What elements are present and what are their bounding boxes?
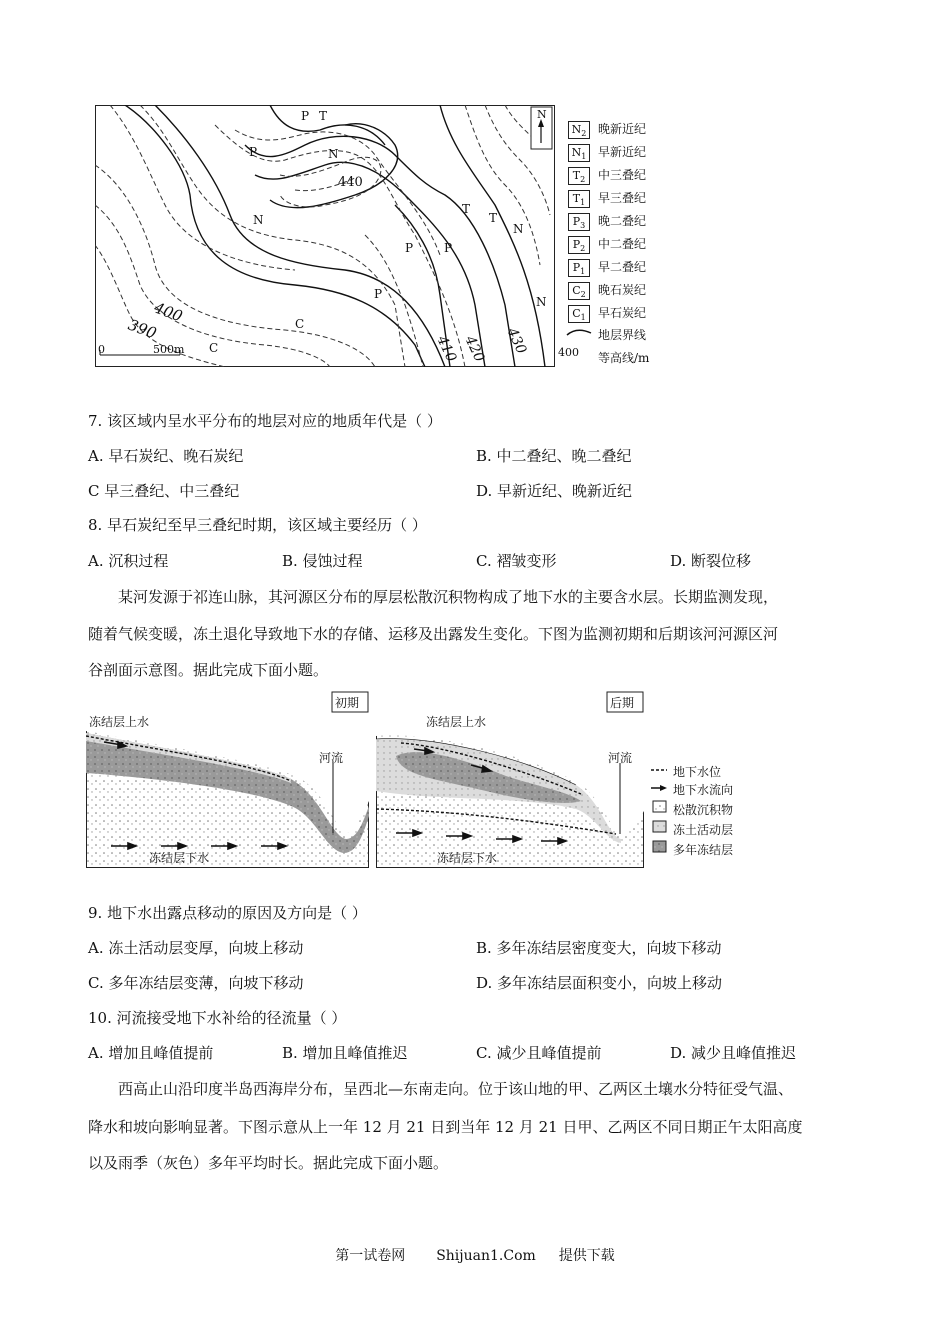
legend-code-letter: C <box>572 307 581 320</box>
legend-code-subscript: 1 <box>580 198 586 208</box>
map-label-n-far: N <box>536 295 547 309</box>
profile-late-river-label: 河流 <box>608 751 633 765</box>
q9-option-d: D. 多年冻结层面积变小，向坡上移动 <box>476 974 723 992</box>
q9-stem: 9. 地下水出露点移动的原因及方向是（ ） <box>88 904 367 922</box>
q8-option-b: B. 侵蚀过程 <box>282 552 363 570</box>
map-label-n-left: N <box>253 213 264 227</box>
profile-early-river-label: 河流 <box>319 751 344 765</box>
q9-option-a: A. 冻土活动层变厚，向坡上移动 <box>88 939 304 957</box>
legend-code-letter: C <box>572 284 581 297</box>
profile-late-tag: 后期 <box>610 696 635 710</box>
profile-legend-symbols <box>650 764 670 856</box>
legend-code-p3 <box>568 213 590 231</box>
map-scale-zero: 0 <box>98 343 105 356</box>
profile-late <box>376 691 644 868</box>
legend-boundary-label: 地层界线 <box>598 328 647 342</box>
q10-option-a: A. 增加且峰值提前 <box>88 1044 214 1062</box>
legend-code-subscript: 3 <box>580 221 586 231</box>
map-label-p: P <box>301 109 310 123</box>
profile-legend-permafrost: 多年冻结层 <box>673 843 734 857</box>
legend-era-label: 早二叠纪 <box>598 260 647 274</box>
map-label-440: 440 <box>338 175 363 190</box>
legend-code-n1 <box>568 144 590 162</box>
legend-code-subscript: 1 <box>580 313 586 323</box>
map-label-p1: P <box>374 287 383 301</box>
legend-code-subscript: 2 <box>581 129 587 139</box>
q8-option-d: D. 断裂位移 <box>670 552 752 570</box>
q7-option-a: A. 早石炭纪、晚石炭纪 <box>88 447 244 465</box>
profile-early <box>86 691 369 868</box>
legend-code-p1 <box>568 259 590 277</box>
q7-option-b: B. 中二叠纪、晚二叠纪 <box>476 447 632 465</box>
legend-era-label: 早石炭纪 <box>598 306 647 320</box>
legend-code-subscript: 1 <box>581 152 587 162</box>
legend-contour-label: 等高线/m <box>598 351 650 365</box>
passage1-line2: 随着气候变暖，冻土退化导致地下水的存储、运移及出露发生变化。下图为监测初期和后期该河河源区河 <box>88 625 779 643</box>
q10-option-d: D. 减少且峰值推迟 <box>670 1044 797 1062</box>
q9-option-b: B. 多年冻结层密度变大，向坡下移动 <box>476 939 722 957</box>
legend-code-n2 <box>568 121 590 139</box>
north-label: N <box>537 108 547 121</box>
legend-era-label: 早三叠纪 <box>598 191 647 205</box>
q7-option-d: D. 早新近纪、晚新近纪 <box>476 482 633 500</box>
profile-early-below-label: 冻结层下水 <box>149 851 210 865</box>
map-label-c2: C <box>295 317 305 331</box>
profile-early-tag: 初期 <box>335 696 360 710</box>
map-contour-430: 430 <box>503 325 530 357</box>
legend-code-subscript: 1 <box>580 267 586 277</box>
passage2-line1: 西高止山沿印度半岛西海岸分布，呈西北—东南走向。位于该山地的甲、乙两区土壤水分特征受气温、 <box>118 1080 794 1098</box>
profile-legend-flow: 地下水流向 <box>673 783 734 797</box>
legend-code-subscript: 2 <box>580 175 586 185</box>
q8-option-c: C. 褶皱变形 <box>476 552 557 570</box>
legend-boundary-line <box>566 327 592 339</box>
map-contour-390: 390 <box>125 315 159 343</box>
legend-code-p2 <box>568 236 590 254</box>
map-scale-label: 500m <box>153 343 185 356</box>
legend-contour-value: 400 <box>558 346 579 359</box>
q10-option-c: C. 减少且峰值提前 <box>476 1044 602 1062</box>
legend-code-letter: T <box>572 192 581 205</box>
legend-code-c2 <box>568 282 590 300</box>
map-label-t-right: T <box>489 211 498 225</box>
legend-code-letter: T <box>572 169 581 182</box>
profile-early-above-label: 冻结层上水 <box>89 715 150 729</box>
q10-option-b: B. 增加且峰值推迟 <box>282 1044 408 1062</box>
q8-stem: 8. 早石炭纪至早三叠纪时期，该区域主要经历（ ） <box>88 516 427 534</box>
passage1-line3: 谷剖面示意图。据此完成下面小题。 <box>88 661 329 679</box>
map-label-p-upper: P <box>249 145 258 159</box>
legend-era-label: 中三叠纪 <box>598 168 647 182</box>
passage1-line1: 某河发源于祁连山脉，其河源区分布的厚层松散沉积物构成了地下水的主要含水层。长期监测发现， <box>118 588 779 606</box>
map-contour-420: 420 <box>461 333 488 365</box>
map-contour-410: 410 <box>433 333 460 365</box>
legend-code-c1 <box>568 305 590 323</box>
q8-option-a: A. 沉积过程 <box>88 552 169 570</box>
map-label-c1: C <box>209 341 219 355</box>
geologic-map-svg <box>95 105 555 367</box>
footer-site: 第一试卷网 <box>335 1248 406 1264</box>
legend-era-label: 中二叠纪 <box>598 237 647 251</box>
legend-code-t2 <box>568 167 590 185</box>
legend-code-letter: N <box>571 123 582 136</box>
page-footer <box>0 1245 950 1265</box>
q7-option-c: C 早三叠纪、中三叠纪 <box>88 482 240 500</box>
legend-era-label: 晚新近纪 <box>598 122 647 136</box>
legend-code-letter: N <box>571 146 582 159</box>
profile-legend-water-table: 地下水位 <box>673 765 722 779</box>
profile-late-above-label: 冻结层上水 <box>426 715 487 729</box>
footer-domain[interactable]: Shijuan1.Com <box>436 1248 536 1264</box>
geologic-map <box>95 105 555 367</box>
q10-stem: 10. 河流接受地下水补给的径流量（ ） <box>88 1009 347 1027</box>
legend-code-letter: P <box>572 238 581 251</box>
map-label-t-mid: T <box>462 202 471 216</box>
profile-late-below-label: 冻结层下水 <box>437 851 498 865</box>
profile-legend-sediment: 松散沉积物 <box>673 803 734 817</box>
legend-era-label: 早新近纪 <box>598 145 647 159</box>
legend-code-t1 <box>568 190 590 208</box>
legend-era-label: 晚二叠纪 <box>598 214 647 228</box>
footer-note: 提供下载 <box>558 1248 615 1264</box>
map-label-p-mid: P <box>444 241 453 255</box>
passage2-line2: 降水和坡向影响显著。下图示意从上一年 12 月 21 日到当年 12 月 21 日甲、乙两区不同日期正午太阳高度 <box>88 1118 803 1136</box>
passage2-line3: 以及雨季（灰色）多年平均时长。据此完成下面小题。 <box>88 1154 449 1172</box>
legend-code-subscript: 2 <box>580 244 586 254</box>
legend-era-label: 晚石炭纪 <box>598 283 647 297</box>
q9-option-c: C. 多年冻结层变薄，向坡下移动 <box>88 974 304 992</box>
legend-code-letter: P <box>572 215 581 228</box>
legend-code-subscript: 2 <box>580 290 586 300</box>
legend-code-letter: P <box>572 261 581 274</box>
map-contour-400: 400 <box>151 298 185 326</box>
map-label-p-lower: P <box>405 241 414 255</box>
map-label-t: T <box>319 109 328 123</box>
map-label-n-center: N <box>328 147 339 161</box>
map-label-n-right: N <box>513 222 524 236</box>
profile-legend-active-layer: 冻土活动层 <box>673 823 734 837</box>
q7-stem: 7. 该区域内呈水平分布的地层对应的地质年代是（ ） <box>88 412 442 430</box>
